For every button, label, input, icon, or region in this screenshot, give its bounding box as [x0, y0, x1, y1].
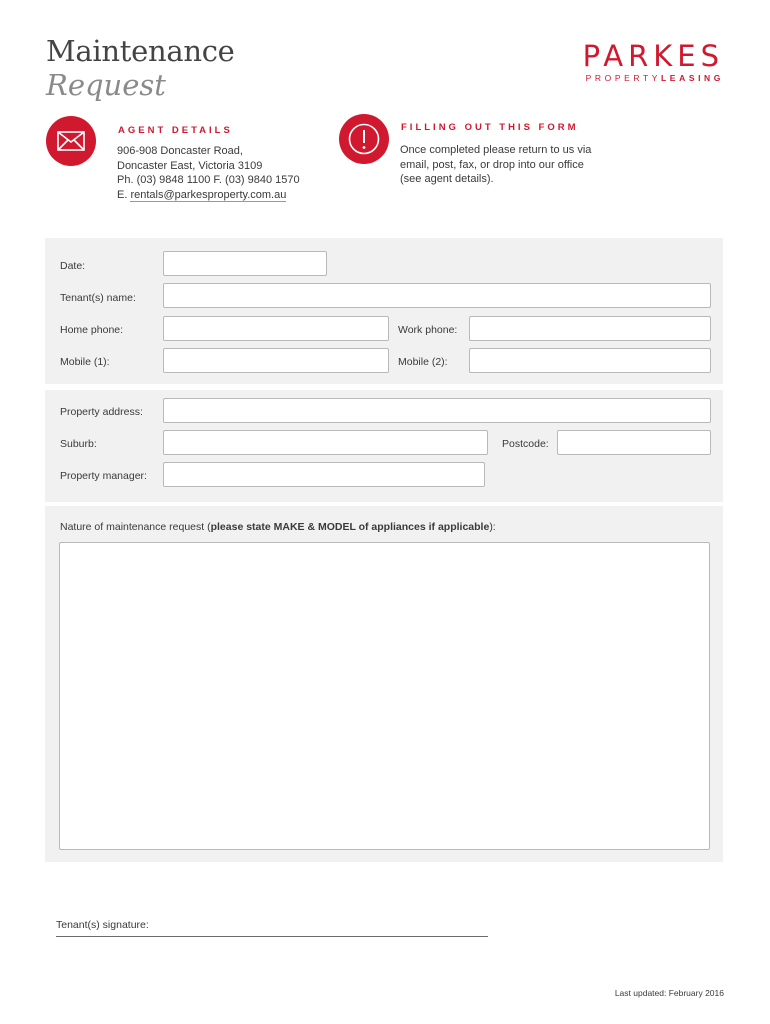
agent-phone-fax: Ph. (03) 9848 1100 F. (03) 9840 1570 [117, 174, 300, 187]
request-label-suffix: ): [489, 521, 496, 533]
mobile1-label: Mobile (1): [60, 356, 110, 368]
agent-address-line2: Doncaster East, Victoria 3109 [117, 159, 263, 172]
suburb-label: Suburb: [60, 438, 97, 450]
date-field[interactable] [163, 251, 327, 276]
tenant-name-label: Tenant(s) name: [60, 292, 136, 304]
maintenance-request-panel [45, 506, 723, 862]
property-details-panel [45, 390, 723, 502]
request-label-prefix: Nature of maintenance request ( [60, 521, 211, 533]
page-subtitle: Request [46, 68, 166, 102]
filling-out-heading: FILLING OUT THIS FORM [401, 122, 579, 133]
suburb-field[interactable] [163, 430, 488, 455]
signature-label: Tenant(s) signature: [56, 919, 149, 931]
work-phone-field[interactable] [469, 316, 711, 341]
logo-sub-bold: LEASING [661, 73, 724, 83]
postcode-field[interactable] [557, 430, 711, 455]
mobile1-field[interactable] [163, 348, 389, 373]
agent-email-link[interactable]: rentals@parkesproperty.com.au [130, 189, 287, 202]
logo-main-text: PARKES [582, 39, 724, 73]
filling-out-line2: email, post, fax, or drop into our office [400, 158, 584, 171]
filling-out-text [400, 143, 591, 187]
work-phone-label: Work phone: [398, 324, 458, 336]
property-address-label: Property address: [60, 406, 143, 418]
request-label-bold: please state MAKE & MODEL of appliances if applicable [210, 521, 490, 533]
maintenance-request-textarea[interactable] [59, 542, 710, 850]
mobile2-field[interactable] [469, 348, 711, 373]
logo-sub-text [583, 73, 724, 83]
filling-out-line3: (see agent details). [400, 173, 494, 186]
agent-details-text [117, 144, 300, 203]
agent-email-row [117, 188, 300, 203]
agent-email-prefix: E. [117, 189, 131, 202]
logo-sub-regular: PROPERTY [585, 73, 662, 83]
parkes-logo [583, 41, 724, 83]
tenant-name-field[interactable] [163, 283, 711, 308]
home-phone-label: Home phone: [60, 324, 124, 336]
page-title: Maintenance [46, 34, 235, 68]
home-phone-field[interactable] [163, 316, 389, 341]
property-address-field[interactable] [163, 398, 711, 423]
mobile2-label: Mobile (2): [398, 356, 448, 368]
last-updated-text: Last updated: February 2016 [614, 988, 724, 998]
alert-icon [339, 114, 389, 164]
filling-out-line1: Once completed please return to us via [400, 144, 592, 156]
property-manager-field[interactable] [163, 462, 485, 487]
agent-address-line1: 906-908 Doncaster Road, [117, 145, 243, 157]
envelope-icon [46, 116, 96, 166]
date-label: Date: [60, 260, 86, 272]
signature-line[interactable] [56, 936, 488, 937]
postcode-label: Postcode: [502, 438, 549, 450]
agent-details-heading: AGENT DETAILS [118, 125, 233, 136]
property-manager-label: Property manager: [60, 470, 147, 482]
maintenance-request-label [60, 521, 496, 533]
contact-details-panel [45, 238, 723, 384]
